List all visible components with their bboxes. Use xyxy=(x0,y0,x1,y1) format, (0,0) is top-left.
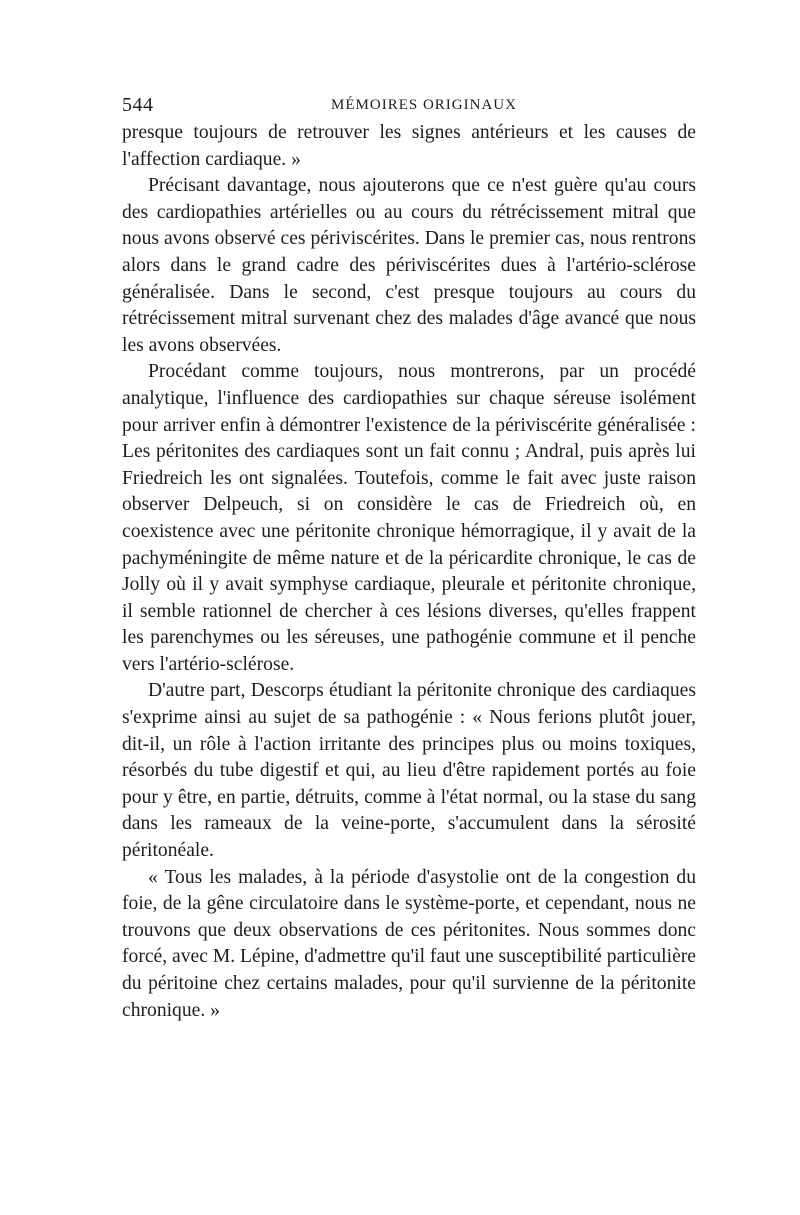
paragraph-peritonites: Procédant comme toujours, nous montrerons, par un procédé analytique, l'influence des cardiopathies sur chaque séreuse isolément pour arriver enfin à démontrer l'existence de la périviscérite généralisée : Les péritonites des cardiaques sont un fait connu ; Andral, puis après lui Friedreich les ont signalées. Toutefois, comme le fait avec juste raison observer Delpeuch, si on considère le cas de Friedreich où, en coexistence avec une péritonite chronique hémorragique, il y avait de la pachyméningite de même nature et de la péricardite chronique, le cas de Jolly où il y avait symphyse cardiaque, pleurale et péritonite chronique, il semble rationnel de chercher à ces lésions diverses, qu'elles frappent les parenchymes ou les séreuses, une pathogénie commune et il penche vers l'artério-sclérose. xyxy=(122,361,696,675)
paragraph-quotation: « Tous les malades, à la période d'asystolie ont de la congestion du foie, de la gêne circulatoire dans le système-porte, et cependant, nous ne trouvons que deux observations de ces péritonites. Nous sommes donc forcé, avec M. Lépine, d'admettre qu'il faut une susceptibilité particulière du péritoine chez certains malades, pour qu'il survienne de la péritonite chronique. » xyxy=(122,866,696,1021)
running-head xyxy=(122,92,696,120)
page-number: 544 xyxy=(122,94,154,116)
running-title: MÉMOIRES ORIGINAUX xyxy=(331,97,517,113)
body-text xyxy=(122,120,696,1024)
book-page xyxy=(122,92,696,1024)
paragraph-cardiopathies: Précisant davantage, nous ajouterons que ce n'est guère qu'au cours des cardiopathies artérielles ou au cours du rétrécissement mitral que nous avons observé ces périviscérites. Dans le premier cas, nous rentrons alors dans le grand cadre des périviscérites dues à l'artério-sclérose généralisée. Dans le second, c'est presque toujours au cours du rétrécissement mitral survenant chez des malades d'âge avancé que nous les avons observées. xyxy=(122,175,696,356)
paragraph-continuation: presque toujours de retrouver les signes antérieurs et les causes de l'affection cardiaque. » xyxy=(122,122,696,170)
paragraph-descorps: D'autre part, Descorps étudiant la péritonite chronique des cardiaques s'exprime ainsi au sujet de sa pathogénie : « Nous ferions plutôt jouer, dit-il, un rôle à l'action irritante des principes plus ou moins toxiques, résorbés du tube digestif et qui, au lieu d'être rapidement portés au foie pour y être, en partie, détruits, comme à l'état normal, ou la stase du sang dans les rameaux de la veine-porte, s'accumulent dans la sérosité péritonéale. xyxy=(122,680,696,862)
